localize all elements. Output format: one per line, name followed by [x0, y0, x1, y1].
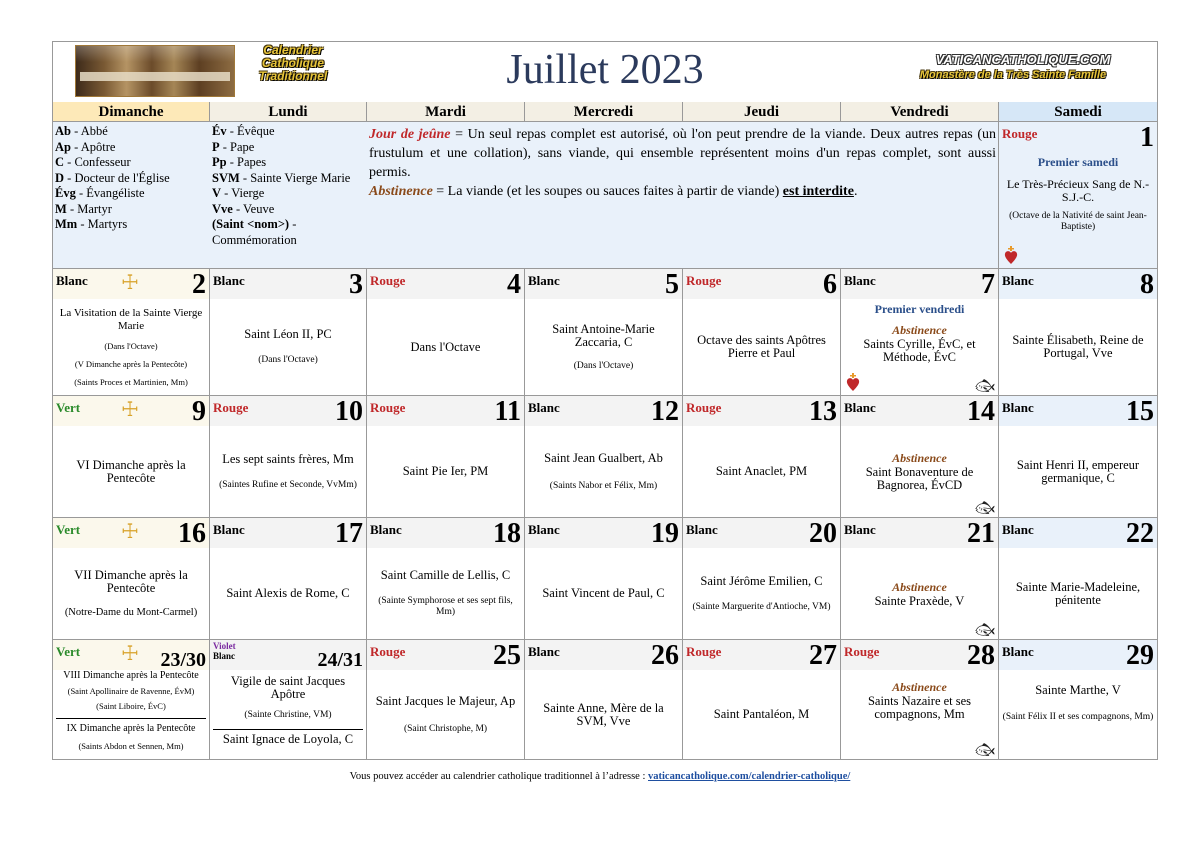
liturgical-color: Blanc: [844, 522, 876, 537]
day-number: 26: [651, 640, 679, 671]
feast: Saint Jacques le Majeur, Ap: [375, 693, 516, 708]
liturgical-color: Blanc: [528, 522, 560, 537]
legend-item: Vve - Veuve: [212, 201, 275, 216]
feast: Saint Vincent de Paul, C: [542, 586, 665, 600]
commemoration: (Sainte Symphorose et ses sept fils, Mm): [378, 596, 513, 617]
footer: [0, 771, 1200, 782]
abstinence-end: .: [853, 184, 858, 199]
day-header-dimanche: Dimanche: [53, 102, 210, 122]
day-header-lundi: Lundi: [210, 102, 367, 122]
fast-abstinence-notice: [367, 122, 999, 269]
feast: Saint Ignace de Loyola, C: [222, 732, 354, 746]
liturgical-color: Rouge: [1002, 126, 1038, 141]
day-number: 15: [1126, 396, 1154, 427]
day-number: 25: [493, 640, 521, 671]
feast: Saints Cyrille, ÉvC, et Méthode, ÉvC: [863, 337, 976, 364]
footer-link[interactable]: vaticancatholique.com/calendrier-catholique/: [648, 771, 851, 782]
day-number: 28: [967, 640, 995, 671]
commemoration: (Saint Apollinaire de Ravenne, ÉvM): [67, 686, 195, 696]
abstinence-emphasis: est interdite: [782, 184, 854, 199]
commemoration: (Saints Proces et Martinien, Mm): [74, 376, 188, 387]
day-cell-23-30[interactable]: [53, 640, 210, 759]
day-cell-28[interactable]: [841, 640, 999, 759]
feast: Saint Jérôme Emilien, C: [700, 573, 823, 588]
liturgical-color: Blanc: [1002, 400, 1034, 415]
legend-item: P - Pape: [212, 139, 255, 154]
commemoration: (Saints Abdon et Sennen, Mm): [78, 741, 184, 751]
commemoration: (Saints Nabor et Félix, Mm): [549, 480, 658, 491]
premier-vendredi-label: Premier vendredi: [874, 302, 965, 316]
liturgical-color: Blanc: [1002, 522, 1034, 537]
abstinence-label: Abstinence: [892, 579, 947, 594]
liturgical-color: Rouge: [686, 273, 722, 288]
day-number: 12: [651, 396, 679, 427]
day-number: 1: [1140, 122, 1154, 153]
day-number: 18: [493, 518, 521, 549]
day-number: 10: [335, 396, 363, 427]
day-number: 22: [1126, 518, 1154, 549]
liturgical-color: Blanc: [213, 651, 236, 661]
feast: Saint Alexis de Rome, C: [226, 586, 350, 600]
cross-icon: ☩: [121, 521, 139, 543]
day-cell-20[interactable]: [683, 518, 841, 640]
logo-line: Traditionnel: [258, 69, 328, 83]
day-cell-12[interactable]: [525, 396, 683, 518]
feast: Saint Camille de Lellis, C: [380, 568, 511, 582]
day-cell-16[interactable]: [53, 518, 210, 640]
day-cell-10[interactable]: [210, 396, 367, 518]
day-number: 2: [192, 269, 206, 300]
commemoration: (Saint Christophe, M): [403, 723, 488, 734]
day-number: 6: [823, 269, 837, 300]
day-number: 5: [665, 269, 679, 300]
day-cell-26[interactable]: [525, 640, 683, 759]
footer-text: Vous pouvez accéder au calendrier catholique traditionnel à l’adresse :: [349, 771, 649, 782]
fish-icon: 🐟︎: [974, 500, 995, 517]
day-number: 27: [809, 640, 837, 671]
feast: Sainte Marie-Madeleine, pénitente: [1015, 579, 1141, 607]
legend-item: D - Docteur de l'Église: [55, 170, 170, 185]
day-cell-24-31[interactable]: [210, 640, 367, 759]
day-cell-13[interactable]: [683, 396, 841, 518]
day-cell-19[interactable]: [525, 518, 683, 640]
feast: Sainte Praxède, V: [874, 593, 965, 608]
abstinence-label: Abstinence: [892, 451, 947, 465]
liturgical-color: Rouge: [370, 273, 406, 288]
feast: Saints Nazaire et ses compagnons, Mm: [867, 694, 972, 721]
day-cell-17[interactable]: [210, 518, 367, 640]
day-cell-7[interactable]: [841, 269, 999, 396]
day-number: 13: [809, 396, 837, 427]
site-subtitle: Monastère de la Très Sainte Famille: [919, 69, 1107, 81]
liturgical-color: Rouge: [370, 400, 406, 415]
day-cell-18[interactable]: [367, 518, 525, 640]
feast: Sainte Élisabeth, Reine de Portugal, Vve: [1012, 333, 1144, 360]
day-number: 9: [192, 396, 206, 427]
sacred-heart-icon: [846, 372, 860, 392]
day-number: 7: [981, 269, 995, 300]
feast: Dans l'Octave: [410, 339, 481, 354]
day-cell-3[interactable]: [210, 269, 367, 396]
day-number: 8: [1140, 269, 1154, 300]
feast: Sainte Marthe, V: [1035, 683, 1121, 697]
liturgical-color: Rouge: [370, 644, 406, 659]
feast: Saint Henri II, empereur germanique, C: [1016, 457, 1140, 485]
day-number: 14: [967, 396, 995, 427]
feast: Saint Bonaventure de Bagnorea, ÉvCD: [865, 465, 974, 492]
day-cell-6[interactable]: [683, 269, 841, 396]
liturgical-color: Blanc: [370, 522, 402, 537]
feast: Saint Pantaléon, M: [713, 707, 810, 721]
day-header-jeudi: Jeudi: [683, 102, 841, 122]
liturgical-color: Blanc: [528, 644, 560, 659]
liturgical-color: Rouge: [686, 644, 722, 659]
commemoration: (Sainte Christine, VM): [244, 710, 332, 720]
day-number: 21: [967, 518, 995, 549]
feast: IX Dimanche après la Pentecôte: [66, 723, 196, 734]
commemoration: (Saint Liboire, ÉvC): [96, 701, 166, 711]
day-cell-21[interactable]: [841, 518, 999, 640]
liturgical-color: Blanc: [528, 400, 560, 415]
commemoration: (Dans l'Octave): [573, 360, 634, 371]
day-cell-25[interactable]: [367, 640, 525, 759]
sacred-heart-icon: [1004, 245, 1018, 265]
legend-item: Pp - Papes: [212, 155, 267, 169]
day-number: 17: [335, 518, 363, 549]
liturgical-color: Blanc: [686, 522, 718, 537]
commemoration: (Dans l'Octave): [104, 340, 158, 351]
feast: Saint Léon II, PC: [244, 327, 332, 341]
commemoration: (V Dimanche après la Pentecôte): [74, 358, 188, 369]
cross-icon: ☩: [121, 399, 139, 421]
liturgical-color: Blanc: [528, 273, 560, 288]
fish-icon: 🐟︎: [974, 622, 995, 639]
day-cell-11[interactable]: [367, 396, 525, 518]
day-number: 4: [507, 269, 521, 300]
legend-item: SVM - Sainte Vierge Marie: [212, 170, 351, 185]
feast: Sainte Anne, Mère de la SVM, Vve: [543, 700, 664, 728]
liturgical-color: Blanc: [844, 400, 876, 415]
day-cell-27[interactable]: [683, 640, 841, 759]
abstinence-label: Abstinence: [892, 323, 947, 337]
legend-item: Évg - Évangéliste: [55, 186, 145, 200]
legend-item: M - Martyr: [55, 201, 112, 216]
fish-icon: 🐟︎: [974, 378, 995, 395]
liturgical-color: Violet: [213, 641, 236, 651]
feast: VII Dimanche après la Pentecôte: [74, 568, 188, 595]
liturgical-color: Rouge: [844, 644, 880, 659]
abstinence-label: Abstinence: [892, 680, 947, 694]
day-header-mercredi: Mercredi: [525, 102, 683, 122]
day-cell-15[interactable]: [999, 396, 1157, 518]
day-cell-2[interactable]: [53, 269, 210, 396]
liturgical-color: Vert: [56, 644, 81, 659]
liturgical-color: Vert: [56, 522, 81, 537]
legend-item: Ab - Abbé: [55, 124, 108, 138]
day-number: 24/31: [317, 649, 363, 671]
commemoration: (Notre-Dame du Mont-Carmel): [64, 607, 198, 618]
liturgical-color: Rouge: [686, 400, 722, 415]
cross-icon: ☩: [121, 643, 139, 665]
feast: Octave des saints Apôtres Pierre et Paul: [697, 333, 826, 360]
commemoration: (Dans l'Octave): [258, 355, 318, 365]
liturgical-color: Blanc: [213, 522, 245, 537]
calendar-header: [53, 42, 1157, 103]
liturgical-color: Blanc: [56, 273, 88, 288]
day-number: 3: [349, 269, 363, 300]
day-cell-29[interactable]: [999, 640, 1157, 759]
feast: Saint Pie Ier, PM: [402, 464, 489, 478]
day-cell-14[interactable]: [841, 396, 999, 518]
feast: Vigile de saint Jacques Apôtre: [230, 674, 346, 701]
day-number: 23/30: [160, 649, 206, 671]
day-cell-4[interactable]: [367, 269, 525, 396]
liturgical-color: Vert: [56, 400, 81, 415]
liturgical-color: Rouge: [213, 400, 249, 415]
fast-text: = Un seul repas complet est autorisé, où l'on peut prendre de la viande. Deux autres repas (un frustulum et une collation), sans viande, qui ensemble représentent moins d'un repas complet, sont aussi permis.: [369, 127, 996, 180]
fast-label: Jour de jeûne: [369, 127, 451, 142]
day-number: 16: [178, 518, 206, 549]
day-header-samedi: Samedi: [999, 102, 1157, 122]
liturgical-color: Blanc: [844, 273, 876, 288]
day-number: 20: [809, 518, 837, 549]
legend-abbreviations-1: [53, 122, 210, 269]
feast: VIII Dimanche après la Pentecôte: [63, 670, 199, 681]
commemoration: (Saint Félix II et ses compagnons, Mm): [1002, 712, 1154, 722]
calendar: [52, 41, 1158, 760]
day-number: 19: [651, 518, 679, 549]
feast: Le Très-Précieux Sang de N.-S.J.-C.: [1006, 177, 1150, 204]
commemoration: (Sainte Marguerite d'Antioche, VM): [692, 601, 831, 612]
legend-item: Mm - Martyrs: [55, 217, 128, 231]
feast: Saint Anaclet, PM: [715, 464, 808, 478]
day-cell-9[interactable]: [53, 396, 210, 518]
legend-item: Év - Évêque: [212, 124, 275, 138]
abstinence-label: Abstinence: [369, 184, 433, 199]
day-cell-5[interactable]: [525, 269, 683, 396]
divider: [213, 729, 363, 730]
feast: Saint Jean Gualbert, Ab: [544, 450, 663, 465]
day-number: 11: [494, 396, 521, 427]
day-number: 29: [1126, 640, 1154, 671]
fish-icon: 🐟︎: [974, 742, 995, 759]
abstinence-text: = La viande (et les soupes ou sauces faites à partir de viande): [432, 184, 783, 199]
page-title: Juillet 2023: [506, 47, 704, 93]
logo-line: Calendrier: [263, 43, 323, 57]
site-url[interactable]: VATICANCATHOLIQUE.COM: [935, 52, 1111, 67]
legend-item: Ap - Apôtre: [55, 139, 116, 154]
day-header-mardi: Mardi: [367, 102, 525, 122]
logo-line: Catholique: [262, 56, 324, 70]
day-header-vendredi: Vendredi: [841, 102, 999, 122]
liturgical-color: Blanc: [213, 273, 245, 288]
legend-item: C - Confesseur: [55, 155, 131, 169]
legend-item: V - Vierge: [212, 186, 265, 200]
day-cell-8[interactable]: [999, 269, 1157, 396]
liturgical-color: Blanc: [1002, 644, 1034, 659]
cross-icon: ☩: [121, 272, 139, 294]
feast: La Visitation de la Sainte Vierge Marie: [59, 306, 203, 332]
feast: Saint Antoine-Marie Zaccaria, C: [552, 321, 655, 349]
divider: [56, 718, 206, 719]
legend-abbreviations-2: [210, 122, 367, 269]
day-cell-22[interactable]: [999, 518, 1157, 640]
commemoration: (Saintes Rufine et Seconde, VvMm): [219, 479, 357, 490]
legend-item: (Saint <nom>) - Commémoration: [212, 217, 297, 247]
day-cell-1[interactable]: [999, 122, 1157, 269]
premier-samedi-label: Premier samedi: [1037, 155, 1119, 169]
feast: Les sept saints frères, Mm: [222, 451, 354, 466]
commemoration: (Octave de la Nativité de saint Jean-Baptiste): [1009, 211, 1147, 232]
feast: VI Dimanche après la Pentecôte: [76, 457, 186, 485]
liturgical-color: Blanc: [1002, 273, 1034, 288]
